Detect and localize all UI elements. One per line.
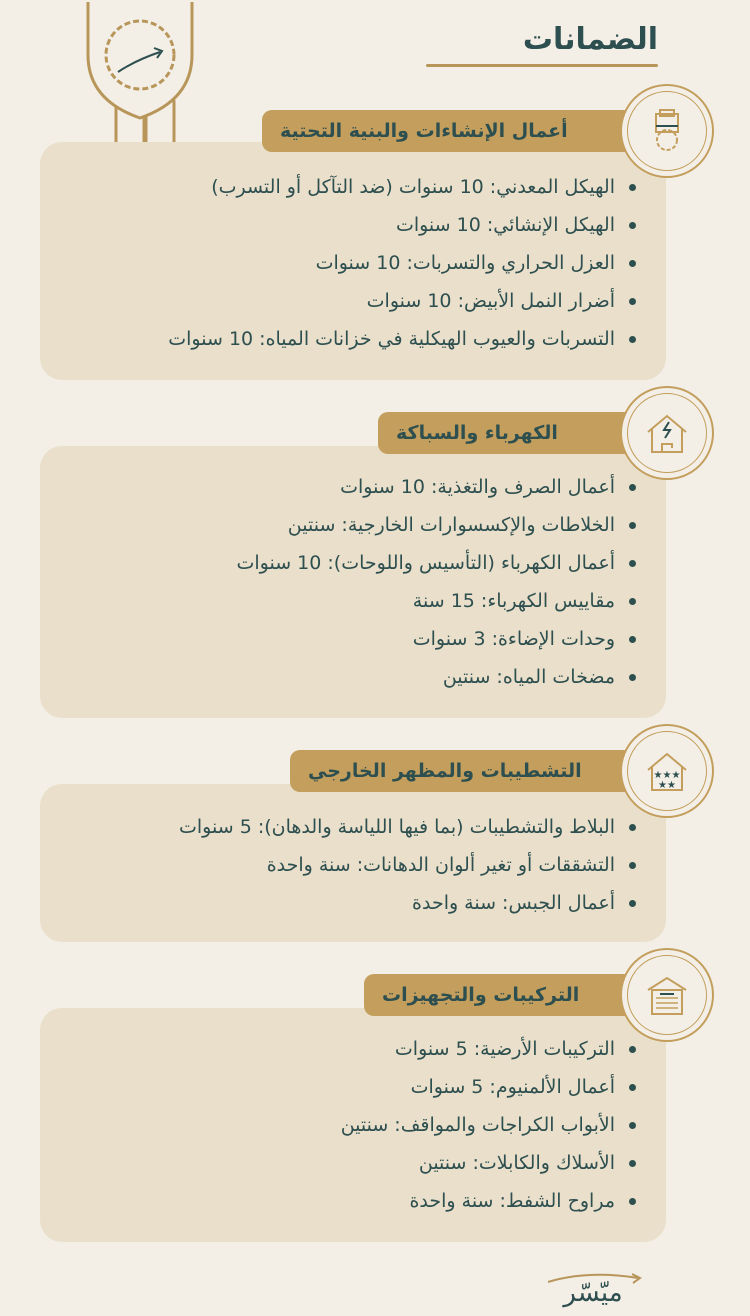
bullet [629,862,636,869]
list-item: وحدات الإضاءة: 3 سنوات [64,620,636,658]
item-list [64,1030,636,1220]
list-item: البلاط والتشطيبات (بما فيها اللياسة والدهان): 5 سنوات [64,808,636,846]
bullet [629,484,636,491]
list-item: أعمال الكهرباء (التأسيس واللوحات): 10 سنوات [64,544,636,582]
section-heading: أعمال الإنشاءات والبنية التحتية [262,110,662,152]
section-icon-circle [620,724,714,818]
section-card [40,446,666,718]
list-item: مقاييس الكهرباء: 15 سنة [64,582,636,620]
section-heading: التشطيبات والمظهر الخارجي [290,750,662,792]
page-title: الضمانات [522,22,658,57]
list-item: أضرار النمل الأبيض: 10 سنوات [64,282,636,320]
list-item: العزل الحراري والتسربات: 10 سنوات [64,244,636,282]
section-card [40,784,666,942]
svg-text:★★★: ★★★ [653,770,681,781]
list-item: مراوح الشفط: سنة واحدة [64,1182,636,1220]
bullet [629,636,636,643]
bullet [629,824,636,831]
list-item: الأسلاك والكابلات: سنتين [64,1144,636,1182]
section-icon-circle [620,948,714,1042]
bullet [629,674,636,681]
item-list [64,808,636,922]
bullet [629,1160,636,1167]
list-item: الأبواب الكراجات والمواقف: سنتين [64,1106,636,1144]
title-underline [426,64,658,67]
list-item: أعمال الألمنيوم: 5 سنوات [64,1068,636,1106]
bullet [629,336,636,343]
garage-tools-icon [642,970,692,1020]
section-card [40,142,666,380]
list-item: مضخات المياه: سنتين [64,658,636,696]
svg-text:★★: ★★ [658,780,676,791]
list-item: أعمال الصرف والتغذية: 10 سنوات [64,468,636,506]
brand-logo [528,1268,658,1308]
list-item: الهيكل الإنشائي: 10 سنوات [64,206,636,244]
section-heading: الكهرباء والسباكة [378,412,662,454]
bullet [629,598,636,605]
list-item: الهيكل المعدني: 10 سنوات (ضد التآكل أو التسرب) [64,168,636,206]
list-item: أعمال الجبس: سنة واحدة [64,884,636,922]
bullet [629,1198,636,1205]
bullet [629,522,636,529]
section-card [40,1008,666,1242]
bullet [629,1122,636,1129]
bullet [629,1084,636,1091]
bullet [629,560,636,567]
award-ribbon-icon [78,0,203,160]
bullet [629,1046,636,1053]
logo-text: ميّسّر [563,1278,623,1308]
section-icon-circle [620,386,714,480]
bullet [629,222,636,229]
list-item: التركيبات الأرضية: 5 سنوات [64,1030,636,1068]
bullet [629,900,636,907]
house-electric-plumbing-icon [642,408,692,458]
list-item: الخلاطات والإكسسوارات الخارجية: سنتين [64,506,636,544]
list-item: التسربات والعيوب الهيكلية في خزانات المياه: 10 سنوات [64,320,636,358]
item-list [64,468,636,696]
bullet [629,184,636,191]
section-heading: التركيبات والتجهيزات [364,974,662,1016]
item-list [64,168,636,358]
construction-gear-icon [642,106,692,156]
house-stars-icon [642,746,692,796]
section-icon-circle [620,84,714,178]
bullet [629,260,636,267]
bullet [629,298,636,305]
list-item: التشققات أو تغير ألوان الدهانات: سنة واحدة [64,846,636,884]
